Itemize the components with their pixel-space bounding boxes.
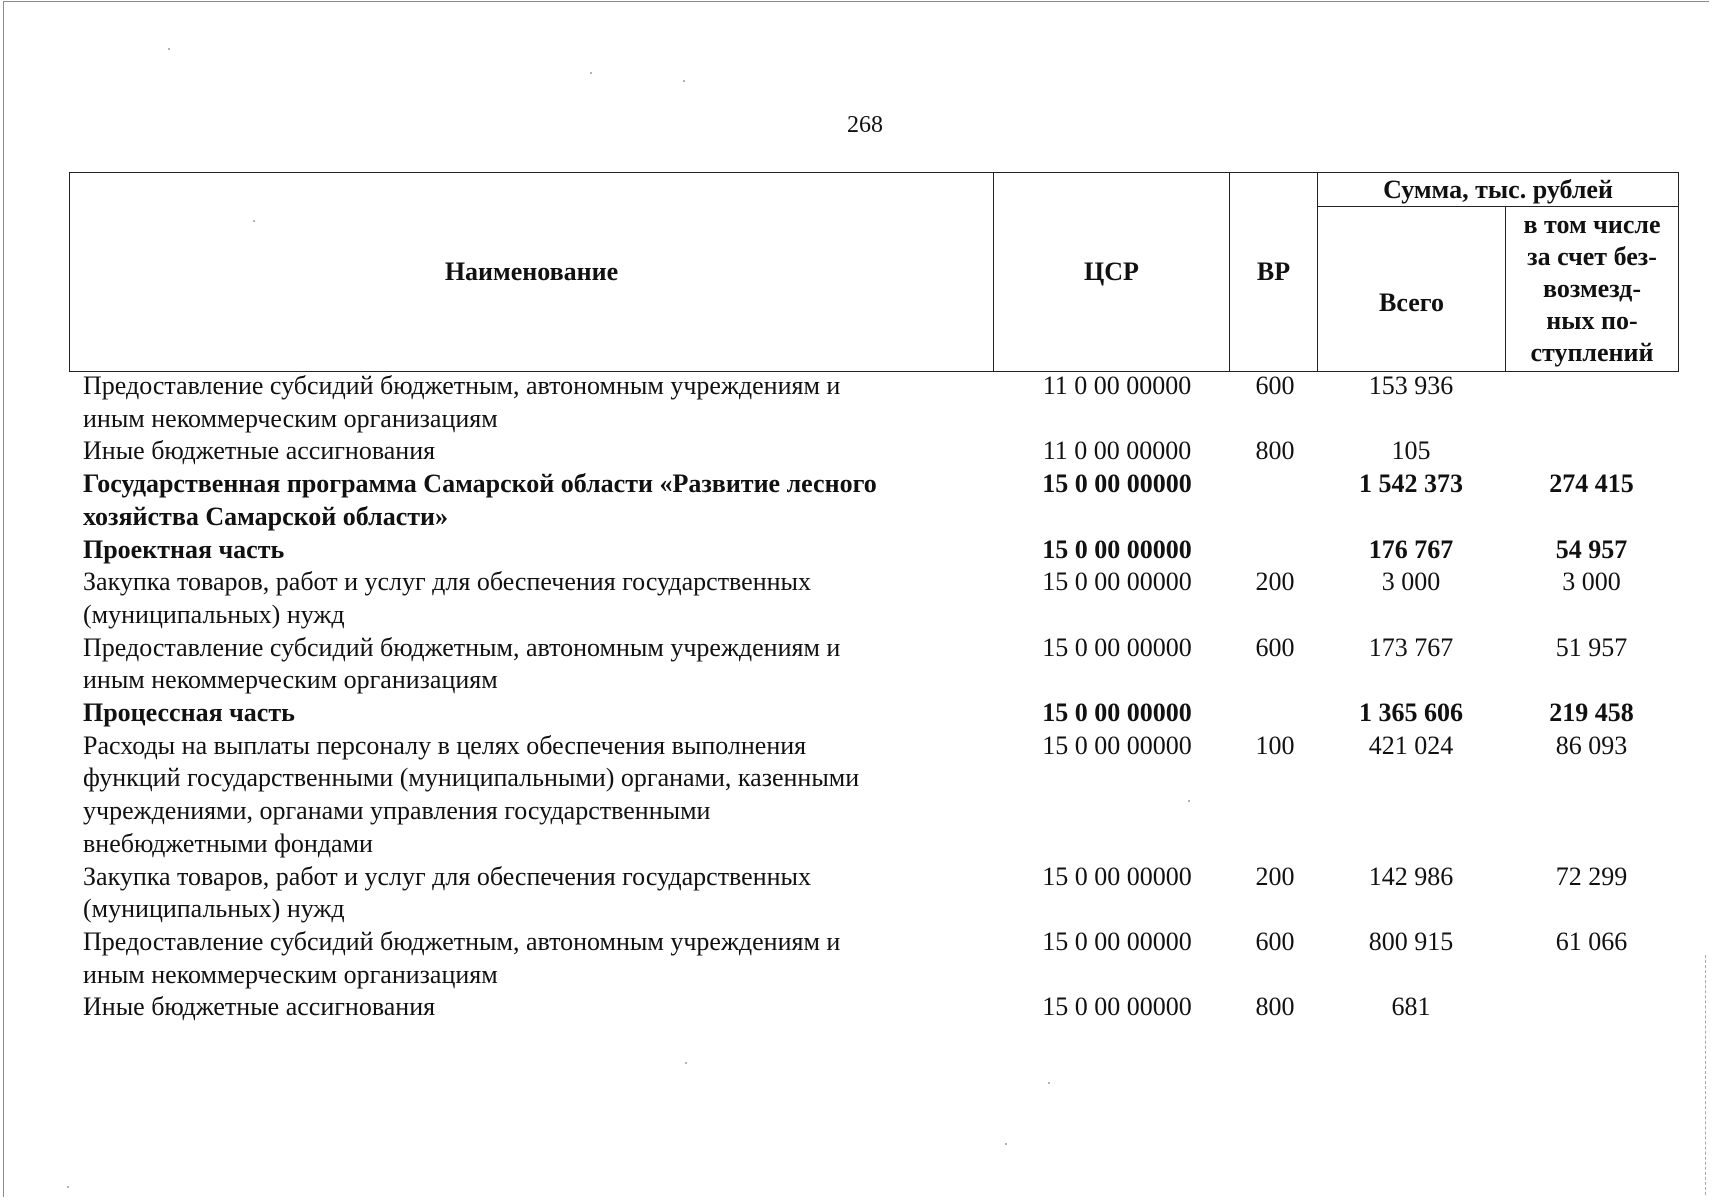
row-name-line: хозяйства Самарской области» (83, 501, 449, 531)
row-total: 421 024 (1368, 730, 1454, 760)
header-csr: ЦСР (994, 173, 1230, 372)
row-free-receipts: 86 093 (1555, 730, 1628, 760)
row-name (69, 370, 993, 435)
row-free-receipts: 274 415 (1549, 469, 1634, 499)
row-total: 105 (1391, 436, 1431, 466)
row-vr: 100 (1255, 730, 1295, 760)
row-name-line: внебюджетными фондами (83, 828, 373, 858)
header-name: Наименование (70, 173, 994, 372)
row-name (69, 697, 993, 730)
row-free-receipts (1505, 991, 1678, 1024)
row-csr: 15 0 00 00000 (1042, 926, 1192, 956)
row-total: 681 (1391, 992, 1431, 1022)
row-name (69, 435, 993, 468)
page-number: 268 (847, 112, 883, 138)
table-row (69, 926, 1678, 991)
row-free-receipts: 61 066 (1555, 926, 1628, 956)
row-total: 3 000 (1381, 567, 1441, 597)
row-total: 176 767 (1368, 534, 1454, 564)
row-name (69, 468, 993, 533)
row-name-line: (муниципальных) нужд (83, 599, 345, 629)
row-name-line: Расходы на выплаты персоналу в целях обеспечения выполнения (83, 730, 807, 760)
table-row (69, 468, 1678, 533)
row-csr: 11 0 00 00000 (1042, 436, 1192, 466)
row-vr: 200 (1255, 861, 1295, 891)
header-free-line: возмезд- (1543, 274, 1641, 303)
row-vr (1229, 534, 1317, 567)
row-name-line: Предоставление субсидий бюджетным, автономным учреждениям и (83, 632, 841, 662)
row-free-receipts: 3 000 (1562, 567, 1621, 597)
header-total: Всего (1318, 207, 1506, 372)
row-name-line: Предоставление субсидий бюджетным, автономным учреждениям и (83, 371, 841, 400)
row-csr: 15 0 00 00000 (1042, 469, 1192, 499)
scan-speck (685, 1062, 687, 1064)
row-vr: 200 (1255, 567, 1295, 597)
scan-speck (1188, 800, 1190, 802)
scan-speck (253, 220, 255, 222)
scan-speck (67, 1186, 69, 1188)
row-total: 142 986 (1368, 861, 1454, 891)
row-total: 1 365 606 (1359, 698, 1463, 728)
table-body (69, 370, 1678, 1024)
row-vr: 800 (1255, 992, 1295, 1022)
table-row (69, 534, 1678, 567)
row-free-receipts (1505, 370, 1678, 435)
scan-speck (1048, 1082, 1050, 1084)
table-row (69, 632, 1678, 697)
row-free-receipts: 54 957 (1555, 534, 1628, 564)
row-name-line: Иные бюджетные ассигнования (83, 436, 436, 466)
row-total: 1 542 373 (1359, 469, 1463, 499)
row-vr: 800 (1255, 436, 1295, 466)
row-name-line: Закупка товаров, работ и услуг для обеспечения государственных (83, 567, 812, 597)
row-name-line: (муниципальных) нужд (83, 894, 345, 924)
row-name (69, 861, 993, 926)
row-csr: 15 0 00 00000 (1042, 534, 1192, 564)
table-row (69, 861, 1678, 926)
row-name-line: Предоставление субсидий бюджетным, автономным учреждениям и (83, 926, 841, 956)
row-name (69, 534, 993, 567)
row-free-receipts: 72 299 (1555, 861, 1628, 891)
row-vr: 600 (1255, 632, 1295, 662)
row-csr: 15 0 00 00000 (1042, 632, 1192, 662)
row-name (69, 991, 993, 1024)
scan-speck (590, 72, 592, 74)
row-csr: 11 0 00 00000 (1042, 371, 1192, 400)
row-total: 800 915 (1368, 926, 1454, 956)
row-name-line: иным некоммерческим организациям (83, 403, 498, 433)
row-vr: 600 (1255, 371, 1295, 400)
row-name (69, 566, 993, 631)
header-free-line: ных по- (1546, 306, 1638, 335)
row-name (69, 730, 993, 861)
row-total: 173 767 (1368, 632, 1454, 662)
row-name-line: учреждениями, органами управления государственными (83, 796, 711, 826)
table-row (69, 697, 1678, 730)
scan-speck (1005, 1143, 1007, 1145)
row-free-receipts: 51 957 (1555, 632, 1628, 662)
row-csr: 15 0 00 00000 (1042, 861, 1192, 891)
row-name-line: иным некоммерческим организациям (83, 959, 498, 989)
table-row (69, 435, 1678, 468)
row-vr (1229, 697, 1317, 730)
row-free-receipts: 219 458 (1549, 698, 1634, 728)
header-free-line: за счет без- (1527, 242, 1657, 271)
scan-edge-line (1705, 955, 1706, 1195)
table-row (69, 566, 1678, 631)
row-name-line: Государственная программа Самарской области «Развитие лесного (83, 469, 877, 499)
row-csr: 15 0 00 00000 (1042, 730, 1192, 760)
row-vr (1229, 468, 1317, 533)
table-header (69, 172, 1679, 372)
row-total: 153 936 (1368, 371, 1454, 400)
scan-speck (168, 48, 170, 50)
row-name-line: Процессная часть (83, 698, 295, 728)
row-csr: 15 0 00 00000 (1042, 992, 1192, 1022)
row-name (69, 632, 993, 697)
row-name-line: Иные бюджетные ассигнования (83, 992, 436, 1022)
row-name-line: функций государственными (муниципальными) органами, казенными (83, 763, 860, 793)
table-row (69, 991, 1678, 1024)
header-free-line: в том числе (1523, 210, 1661, 239)
row-name-line: Закупка товаров, работ и услуг для обеспечения государственных (83, 861, 812, 891)
table-row (69, 370, 1678, 435)
row-csr: 15 0 00 00000 (1042, 698, 1192, 728)
scan-speck (683, 80, 685, 82)
row-name (69, 926, 993, 991)
row-vr: 600 (1255, 926, 1295, 956)
row-csr: 15 0 00 00000 (1042, 567, 1192, 597)
table-row (69, 730, 1678, 861)
row-name-line: Проектная часть (83, 534, 285, 564)
header-free-receipts (1506, 207, 1679, 372)
header-vr: ВР (1230, 173, 1318, 372)
header-free-line: ступлений (1530, 338, 1654, 367)
row-free-receipts (1505, 435, 1678, 468)
row-name-line: иным некоммерческим организациям (83, 665, 498, 695)
header-sum-group: Сумма, тыс. рублей (1318, 173, 1679, 207)
